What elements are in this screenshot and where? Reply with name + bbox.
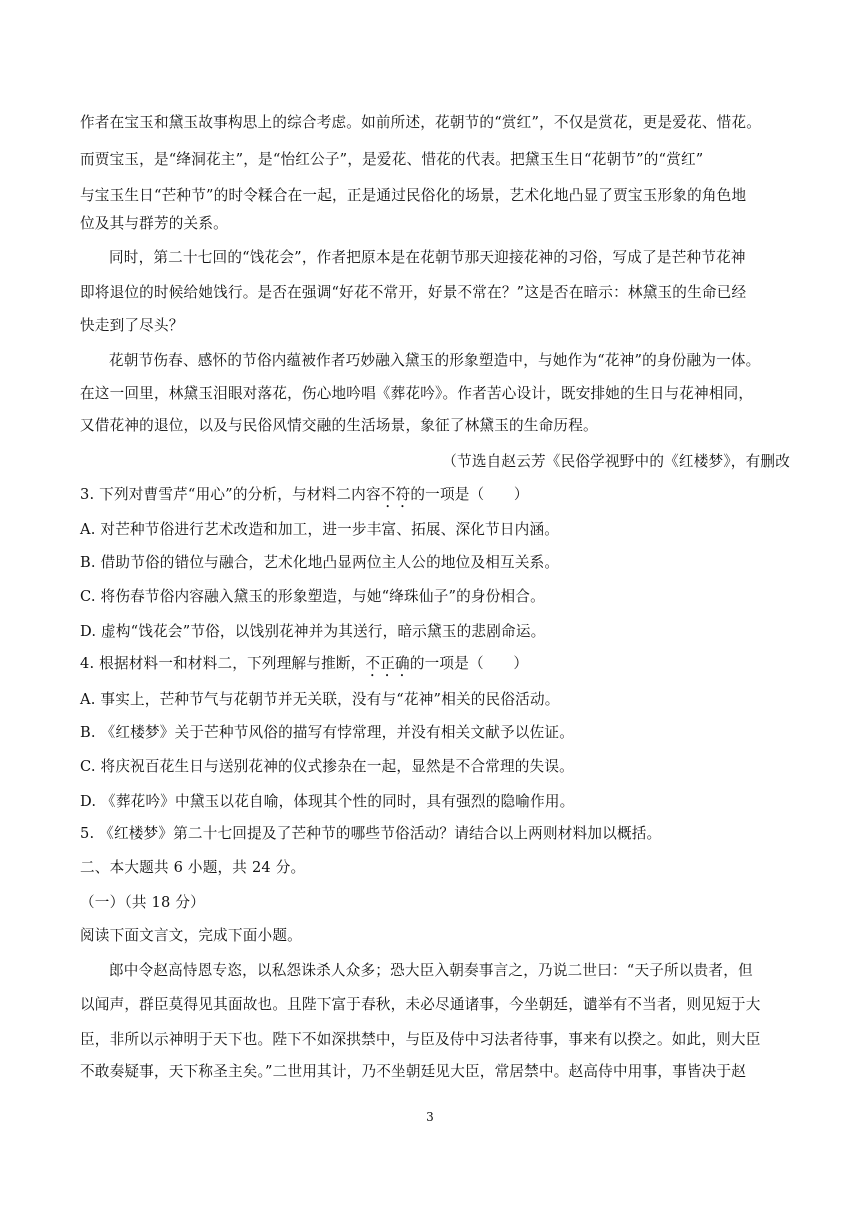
page-number: 3 <box>426 1110 434 1124</box>
classical-text-line: 郎中令赵高恃恩专恣，以私怨诛杀人众多；恐大臣入朝奏事言之，乃说二世曰：“天子所以贵者，但 <box>109 962 753 979</box>
option-a: A. 对芒种节俗进行艺术改造和加工，进一步丰富、拓展、深化节日内涵。 <box>80 521 560 538</box>
option-d: D. 《葬花吟》中黛玉以花自喻，体现其个性的同时，具有强烈的隐喻作用。 <box>80 793 575 810</box>
question-stem-text: 的一项是（ ） <box>410 486 529 503</box>
section-heading: 二、本大题共 6 小题，共 24 分。 <box>80 859 306 876</box>
passage-line: 同时，第二十七回的“饯花会”，作者把原本是在花朝节那天迎接花神的习俗，写成了是芒种节花神 <box>109 249 746 266</box>
option-c: C. 将庆祝百花生日与送别花神的仪式掺杂在一起，显然是不合常理的失误。 <box>80 758 574 775</box>
option-a: A. 事实上，芒种节气与花朝节并无关联，没有与“花神”相关的民俗活动。 <box>80 691 560 708</box>
passage-line: 位及其与群芳的关系。 <box>80 215 228 232</box>
question-stem-text: 的一项是（ ） <box>409 655 529 672</box>
passage-line: 又借花神的退位，以及与民俗风情交融的生活场景，象征了林黛玉的生命历程。 <box>80 417 598 434</box>
classical-text-line: 臣，非所以示神明于天下也。陛下不如深拱禁中，与臣及侍中习法者待事，事来有以揆之。如此，则大臣 <box>80 1031 761 1048</box>
question-4-stem <box>80 652 790 680</box>
question-5: 5. 《红楼梦》第二十七回提及了芒种节的哪些节俗活动？请结合以上两则材料加以概括。 <box>80 825 662 842</box>
classical-text-line: 以闻声，群臣莫得见其面故也。且陛下富于春秋，未必尽通诸事，今坐朝廷，谴举有不当者，则见短于大 <box>80 996 761 1013</box>
passage-line: 在这一回里，林黛玉泪眼对落花，伤心地吟唱《葬花吟》。作者苦心设计，既安排她的生日与花神相同， <box>80 385 754 402</box>
passage-line: 作者在宝玉和黛玉故事构思上的综合考虑。如前所述，花朝节的“赏红”，不仅是赏花，更是爱花、惜花。 <box>80 114 762 131</box>
option-b: B. 借助节俗的错位与融合，艺术化地凸显两位主人公的地位及相互关系。 <box>80 554 560 571</box>
source-citation: （节选自赵云芳《民俗学视野中的《红楼梦》，有删改 <box>442 453 790 470</box>
question-stem-text: 3. 下列对曹雪芹“用心”的分析，与材料二内容 <box>80 486 381 503</box>
option-c: C. 将伤春节俗内容融入黛玉的形象塑造，与她“绛珠仙子”的身份相合。 <box>80 588 545 605</box>
emphasis-text: 不正确 <box>365 655 410 672</box>
subsection-heading: （一）（共 18 分） <box>80 894 205 911</box>
classical-text-line: 不敢奏疑事，天下称圣主矣。”二世用其计，乃不坐朝廷见大臣，常居禁中。赵高侍中用事，事皆决于赵 <box>80 1063 747 1080</box>
question-stem-text: 4. 根据材料一和材料二，下列理解与推断， <box>80 655 366 672</box>
passage-line: 即将退位的时候给她饯行。是否在强调“好花不常开，好景不常在？”这是否在暗示：林黛玉的生命已经 <box>80 284 747 301</box>
emphasis-text: 不符 <box>380 486 411 503</box>
passage-line: 而贾宝玉，是“绛洞花主”，是“怡红公子”，是爱花、惜花的代表。把黛玉生日“花朝节”的“赏红” <box>80 151 704 168</box>
reading-instruction: 阅读下面文言文，完成下面小题。 <box>80 927 302 944</box>
question-3-stem <box>80 483 790 511</box>
passage-line: 与宝玉生日“芒种节”的时令糅合在一起，正是通过民俗化的场景，艺术化地凸显了贾宝玉形象的角色地 <box>80 187 747 204</box>
passage-line: 花朝节伤春、感怀的节俗内蕴被作者巧妙融入黛玉的形象塑造中，与她作为“花神”的身份融为一体。 <box>109 352 761 369</box>
option-b: B. 《红楼梦》关于芒种节风俗的描写有悖常理，并没有相关文献予以佐证。 <box>80 724 575 741</box>
option-d: D. 虚构“饯花会”节俗，以饯别花神并为其送行，暗示黛玉的悲剧命运。 <box>80 623 546 640</box>
passage-line: 快走到了尽头？ <box>80 317 184 334</box>
